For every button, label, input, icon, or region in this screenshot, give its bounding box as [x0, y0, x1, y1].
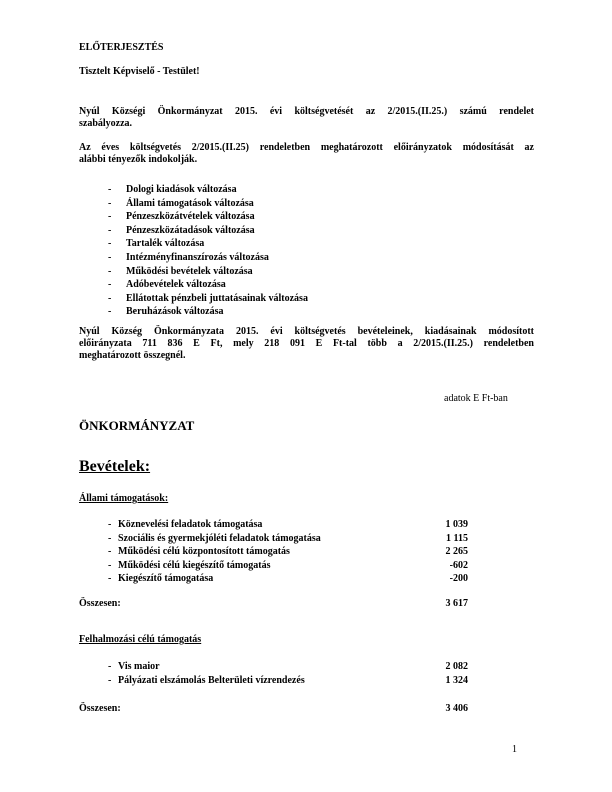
table-row	[108, 519, 468, 533]
page-number: 1	[512, 744, 517, 755]
row-value: 1 115	[446, 532, 468, 544]
list-item-label: Dologi kiadások változása	[126, 184, 237, 195]
bullet-dash: -	[108, 573, 112, 585]
list-item	[108, 238, 308, 252]
intro-paragraph-2-line-2: alábbi tényezők indokolják.	[79, 154, 198, 165]
row-label: Köznevelési feladatok támogatása	[118, 519, 263, 530]
list-item	[108, 279, 308, 293]
table-row	[108, 675, 468, 689]
intro-paragraph-1-line-2: szabályozza.	[79, 118, 133, 129]
list-item-label: Pénzeszközátvételek változása	[126, 211, 255, 223]
row-value: -602	[449, 559, 468, 571]
bullet-dash: -	[108, 279, 112, 291]
capital-support-total-value: 3 406	[445, 703, 468, 714]
document-title: ELŐTERJESZTÉS	[79, 42, 164, 53]
list-item-label: Pénzeszközátadások változása	[126, 224, 255, 236]
bullet-dash: -	[108, 532, 112, 544]
capital-support-table	[108, 661, 468, 689]
factors-list	[108, 184, 308, 320]
row-value: 2 082	[445, 661, 468, 672]
revenues-heading: Bevételek:	[79, 458, 151, 475]
bullet-dash: -	[108, 519, 112, 530]
list-item	[108, 293, 308, 307]
list-item	[108, 252, 308, 266]
row-value: 1 039	[445, 519, 468, 530]
list-item-label: Intézményfinanszírozás változása	[126, 251, 269, 263]
state-support-heading: Állami támogatások:	[79, 493, 169, 504]
bullet-dash: -	[108, 559, 112, 571]
list-item-label: Ellátottak pénzbeli juttatásainak változása	[126, 292, 308, 304]
bullet-dash: -	[108, 546, 112, 558]
capital-support-total-label: Összesen:	[79, 703, 121, 714]
list-item	[108, 225, 308, 239]
row-label: Pályázati elszámolás Belterületi vízrendezés	[118, 675, 305, 686]
row-value: 1 324	[445, 675, 468, 686]
list-item	[108, 306, 308, 320]
salutation: Tisztelt Képviselő - Testület!	[79, 66, 200, 77]
bullet-dash: -	[108, 292, 112, 304]
bullet-dash: -	[108, 184, 112, 195]
bullet-dash: -	[108, 224, 112, 236]
list-item	[108, 266, 308, 280]
table-row	[108, 546, 468, 560]
list-item-label: Állami támogatások változása	[126, 197, 254, 209]
list-item	[108, 211, 308, 225]
bullet-dash: -	[108, 661, 112, 672]
list-item	[108, 198, 308, 212]
summary-line-3: meghatározott összegnél.	[79, 350, 186, 361]
bullet-dash: -	[108, 197, 112, 209]
capital-support-heading: Felhalmozási célú támogatás	[79, 634, 202, 645]
summary-line-1: Nyúl Község Önkormányzata 2015. évi költségvetés bevételeinek, kiadásainak módosított	[79, 326, 534, 337]
row-value: 2 265	[445, 546, 468, 558]
list-item-label: Beruházások változása	[126, 306, 224, 318]
list-item-label: Működési bevételek változása	[126, 265, 253, 277]
list-item-label: Adóbevételek változása	[126, 279, 226, 291]
state-support-total-label: Összesen:	[79, 598, 121, 609]
row-label: Kiegészítő támogatása	[118, 573, 214, 585]
row-value: -200	[449, 573, 468, 585]
table-row	[108, 533, 468, 547]
intro-paragraph-2-line-1: Az éves költségvetés 2/2015.(II.25) rendeletben meghatározott előirányzatok módosítását az	[79, 142, 534, 153]
bullet-dash: -	[108, 238, 112, 250]
list-item	[108, 184, 308, 198]
list-item-label: Tartalék változása	[126, 238, 205, 250]
intro-paragraph-1-line-1: Nyúl Községi Önkormányzat 2015. évi költségvetését az 2/2015.(II.25.) számú rendelet	[79, 106, 534, 117]
table-row	[108, 661, 468, 675]
table-row	[108, 573, 468, 587]
row-label: Szociális és gyermekjóléti feladatok támogatása	[118, 532, 321, 544]
summary-line-2: előirányzata 711 836 E Ft, mely 218 091 E Ft-tal több a 2/2015.(II.25.) rendeletben	[79, 338, 534, 349]
bullet-dash: -	[108, 306, 112, 318]
row-label: Működési célú központosított támogatás	[118, 546, 290, 558]
bullet-dash: -	[108, 251, 112, 263]
unit-note: adatok E Ft-ban	[444, 393, 508, 404]
state-support-total-value: 3 617	[445, 598, 468, 609]
section-title: ÖNKORMÁNYZAT	[79, 418, 195, 433]
bullet-dash: -	[108, 211, 112, 223]
state-support-table	[108, 519, 468, 587]
table-row	[108, 560, 468, 574]
row-label: Vis maior	[118, 661, 160, 672]
row-label: Működési célú kiegészítő támogatás	[118, 559, 271, 571]
bullet-dash: -	[108, 265, 112, 277]
bullet-dash: -	[108, 675, 112, 686]
